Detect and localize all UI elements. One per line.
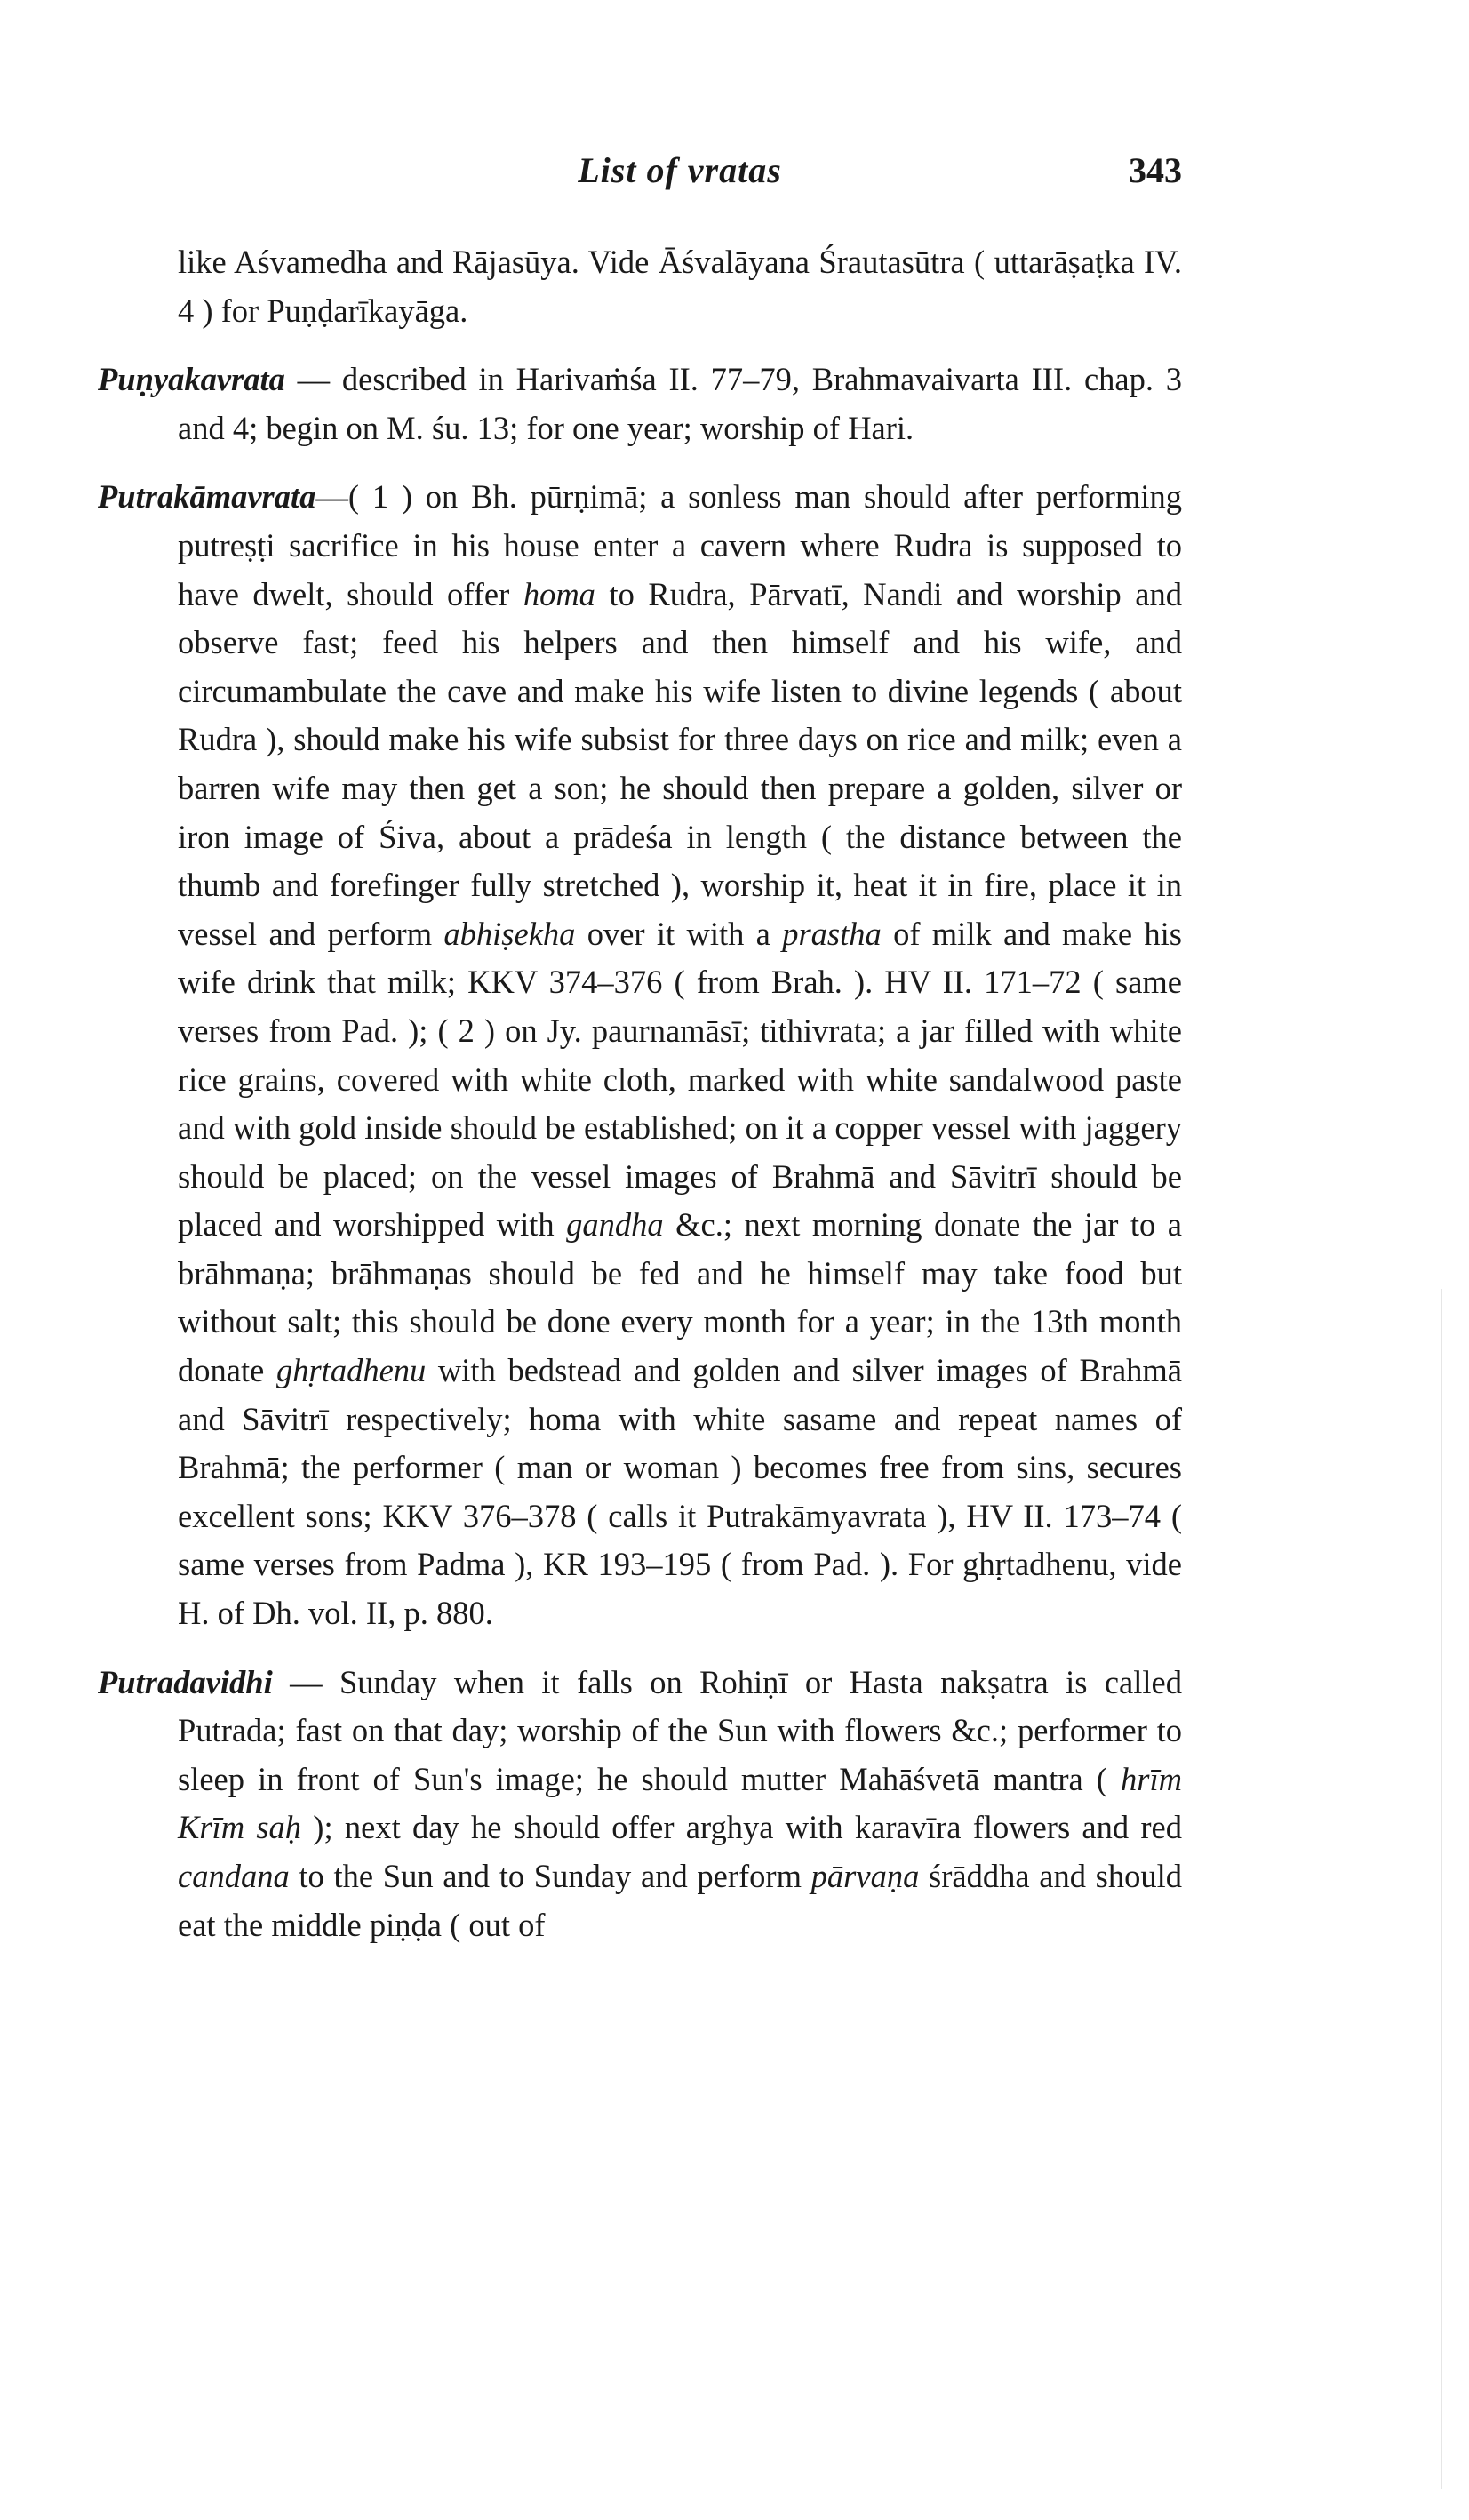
italic-term: candana [178, 1858, 290, 1894]
entry-continuation [98, 238, 1182, 335]
entry-text: — described in Harivaṁśa II. 77–79, Brahmavaivarta III. chap. 3 and 4; begin on M. śu. 13; for one year; worship of Hari. [178, 361, 1182, 446]
entry-putradavidhi [98, 1659, 1182, 1950]
entry-text: over it with a [575, 915, 783, 952]
entry-text: śrāddha and should eat the middle piṇḍa ( out of [178, 1858, 1182, 1943]
page-body [98, 238, 1182, 1949]
italic-term: ghṛtadhenu [275, 1352, 427, 1389]
entry-punyakavrata [98, 356, 1182, 452]
italic-term: homa [523, 575, 595, 612]
running-head [178, 149, 1182, 203]
entry-text: to Rudra, Pārvatī, Nandi and worship and observe fast; feed his helpers and then himself and his wife, and circumambulate the cave and make his wife listen to divine legends ( about Rudra ), should make his wife subsist for three days on rice and milk; even a barren wife may then get a son; he should then prepare a golden, silver or iron image of Śiva, about a prādeśa in length ( the distance between the thumb and forefinger fully stretched ), worship it, heat it in fire, place it in vessel and perform [178, 575, 1182, 952]
entry-text: like Aśvamedha and Rājasūya. Vide Āśvalāyana Śrautasūtra ( uttarāṣaṭka IV. 4 ) for Puṇḍarīkayāga. [178, 244, 1182, 329]
entry-headword: Putradavidhi [98, 1663, 273, 1700]
italic-term: pārvaṇa [810, 1858, 920, 1894]
entry-text: to the Sun and to Sunday and perform [289, 1858, 811, 1894]
entry-text: with bedstead and golden and silver images of Brahmā and Sāvitrī respectively; homa with white sasame and repeat names of Brahmā; the performer ( man or woman ) becomes free from sins, secures excellent sons; KKV 376–378 ( calls it Putrakāmyavrata ), HV II. 173–74 ( same verses from Padma ), KR 193–195 ( from Pad. ). For ghṛtadhenu, vide H. of Dh. vol. II, p. 880. [178, 1352, 1182, 1632]
entry-text: ); next day he should offer arghya with karavīra flowers and red [301, 1809, 1182, 1846]
scan-edge-line [1441, 1289, 1442, 2489]
entry-putrakamavrata [98, 473, 1182, 1637]
italic-term: abhiṣekha [443, 915, 576, 952]
entry-text: —( 1 ) on Bh. pūrṇimā; a sonless man should after performing putreṣṭi sacrifice in his house enter a cavern where Rudra is supposed to have dwelt, should offer [178, 478, 1182, 612]
italic-term: gandha [566, 1206, 664, 1244]
italic-term: hrīm Krīm saḥ [178, 1760, 1182, 1846]
entry-headword: Puṇyakavrata [98, 361, 285, 398]
italic-term: prastha [782, 915, 882, 952]
page-number: 343 [1129, 150, 1182, 190]
running-title: List of vratas [578, 150, 782, 190]
entry-text: &c.; next morning donate the jar to a brāhmaṇa; brāhmaṇas should be fed and he himself may take food but without salt; this should be done every month for a year; in the 13th month donate [178, 1206, 1182, 1389]
entry-text: — Sunday when it falls on Rohiṇī or Hasta nakṣatra is called Putrada; fast on that day; worship of the Sun with flowers &c.; performer to sleep in front of Sun's image; he should mutter Mahāśvetā mantra ( [178, 1663, 1182, 1797]
entry-headword: Putrakāmavrata [98, 478, 316, 516]
entry-text: of milk and make his wife drink that milk; KKV 374–376 ( from Brah. ). HV II. 171–72 ( same verses from Pad. ); ( 2 ) on Jy. paurnamāsī; tithivrata; a jar filled with white rice grains, covered with white cloth, marked with white sandalwood paste and with gold inside should be established; on it a copper vessel with jaggery should be placed; on the vessel images of Brahmā and Sāvitrī should be placed and worshipped with [178, 915, 1182, 1244]
